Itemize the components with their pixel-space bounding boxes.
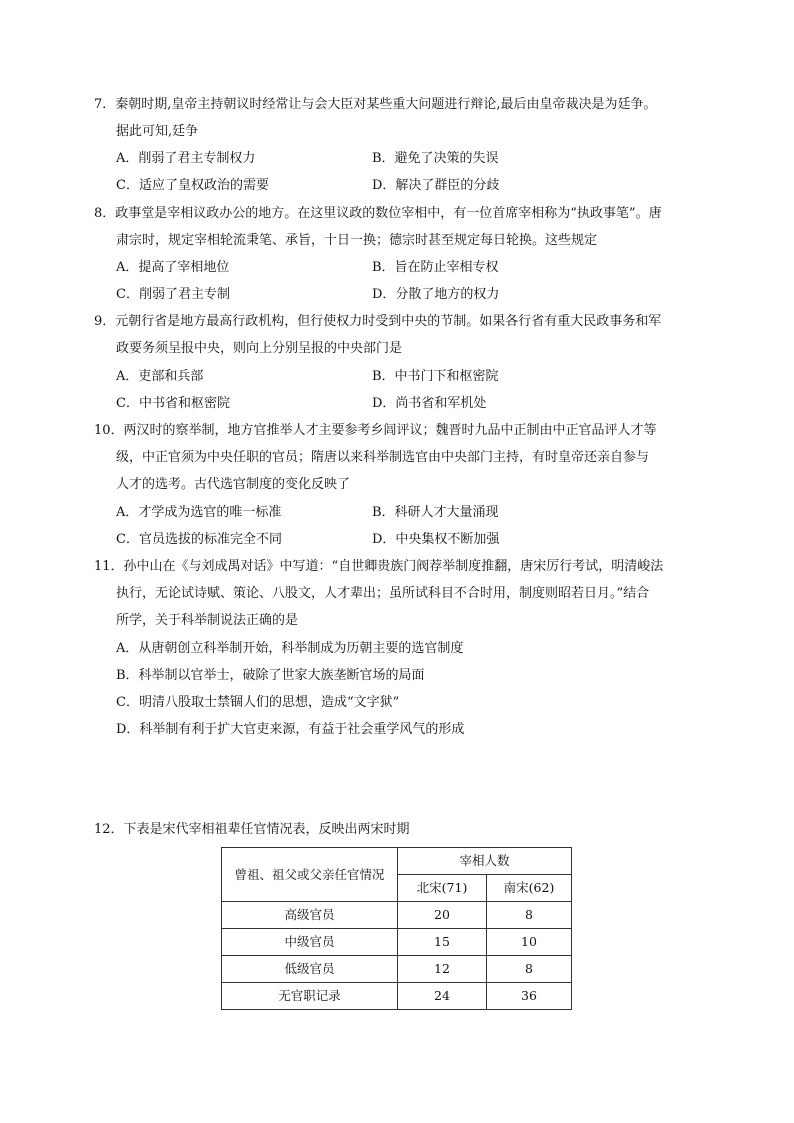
table-row-label: 高级官员 — [222, 902, 398, 929]
question-9-stem-line1: 9．元朝行省是地方最高行政机构，但行使权力时受到中央的节制。如果各行省有重大民政事务和军 — [94, 314, 662, 329]
table-row-label: 低级官员 — [222, 956, 398, 983]
table-cell-south: 8 — [487, 956, 572, 983]
table-cell-south: 36 — [487, 983, 572, 1010]
question-11-stem-line3: 所学，关于科举制说法正确的是 — [116, 613, 299, 628]
question-8-option-b: B．旨在防止宰相专权 — [372, 260, 499, 275]
question-9-option-a: A．吏部和兵部 — [116, 369, 204, 384]
question-11-option-d: D．科举制有利于扩大官吏来源，有益于社会重学风气的形成 — [116, 722, 465, 737]
table-row — [222, 902, 572, 929]
table-row-label: 中级官员 — [222, 929, 398, 956]
question-7-option-b: B．避免了决策的失误 — [372, 151, 499, 166]
question-11-option-b: B．科举制以官举士，破除了世家大族垄断官场的局面 — [116, 668, 425, 683]
question-12-stem-line1: 12．下表是宋代宰相祖辈任官情况表，反映出两宋时期 — [94, 822, 410, 837]
table-row — [222, 956, 572, 983]
table-row-header: 曾祖、祖父或父亲任官情况 — [222, 848, 398, 902]
table-cell-north: 12 — [398, 956, 487, 983]
question-11-stem-line2: 执行，无论试诗赋、策论、八股文，人才辈出；虽所试科目不合时用，制度则昭若日月。”结合 — [116, 586, 650, 601]
question-10-option-d: D．中央集权不断加强 — [372, 532, 500, 547]
table-cell-south: 8 — [487, 902, 572, 929]
table-cell-north: 24 — [398, 983, 487, 1010]
question-9-option-c: C．中书省和枢密院 — [116, 396, 230, 411]
question-10-stem-line3: 人才的选考。古代选官制度的变化反映了 — [116, 477, 351, 492]
question-7-option-a: A．削弱了君主专制权力 — [116, 151, 256, 166]
question-8-option-d: D．分散了地方的权力 — [372, 287, 500, 302]
table-row — [222, 929, 572, 956]
question-11-stem-line1: 11．孙中山在《与刘成禺对话》中写道：“自世卿贵族门阀荐举制度推翻，唐宋厉行考试，明清峻法 — [94, 559, 664, 574]
table-group-header: 宰相人数 — [398, 848, 572, 875]
question-11-option-c: C．明清八股取士禁锢人们的思想，造成“文字狱” — [116, 695, 400, 710]
question-9-stem-line2: 政要务须呈报中央，则向上分别呈报的中央部门是 — [116, 341, 403, 356]
table-cell-north: 20 — [398, 902, 487, 929]
table-col-south-song: 南宋(62) — [487, 875, 572, 902]
song-chancellor-table — [221, 847, 572, 1010]
question-7-option-d: D．解决了群臣的分歧 — [372, 178, 500, 193]
table-row-label: 无官职记录 — [222, 983, 398, 1010]
question-10-option-c: C．官员选拔的标准完全不同 — [116, 532, 282, 547]
question-11-option-a: A．从唐朝创立科举制开始，科举制成为历朝主要的选官制度 — [116, 641, 464, 656]
question-10-stem-line2: 级，中正官须为中央任职的官员；隋唐以来科举制选官由中央部门主持，有时皇帝还亲自参与 — [116, 450, 650, 465]
question-8-stem-line2: 肃宗时，规定宰相轮流秉笔、承旨，十日一换；德宗时甚至规定每日轮换。这些规定 — [116, 233, 598, 248]
table-row — [222, 983, 572, 1010]
table-cell-south: 10 — [487, 929, 572, 956]
question-10-option-b: B．科研人才大量涌现 — [372, 505, 499, 520]
question-7-option-c: C．适应了皇权政治的需要 — [116, 178, 269, 193]
question-7-stem-line2: 据此可知,廷争 — [116, 124, 199, 139]
question-10-stem-line1: 10．两汉时的察举制，地方官推举人才主要参考乡闾评议；魏晋时九品中正制由中正官品评人才等 — [94, 423, 657, 438]
question-10-option-a: A．才学成为选官的唯一标准 — [116, 505, 282, 520]
question-8-stem-line1: 8．政事堂是宰相议政办公的地方。在这里议政的数位宰相中，有一位首席宰相称为“执政事笔”。唐 — [94, 206, 662, 221]
table-cell-north: 15 — [398, 929, 487, 956]
table-col-north-song: 北宋(71) — [398, 875, 487, 902]
question-9-option-b: B．中书门下和枢密院 — [372, 369, 499, 384]
question-9-option-d: D．尚书省和军机处 — [372, 396, 487, 411]
question-8-option-c: C．削弱了君主专制 — [116, 287, 230, 302]
question-8-option-a: A．提高了宰相地位 — [116, 260, 230, 275]
question-7-stem-line1: 7．秦朝时期,皇帝主持朝议时经常让与会大臣对某些重大问题进行辩论,最后由皇帝裁决是为廷争。 — [94, 97, 657, 112]
